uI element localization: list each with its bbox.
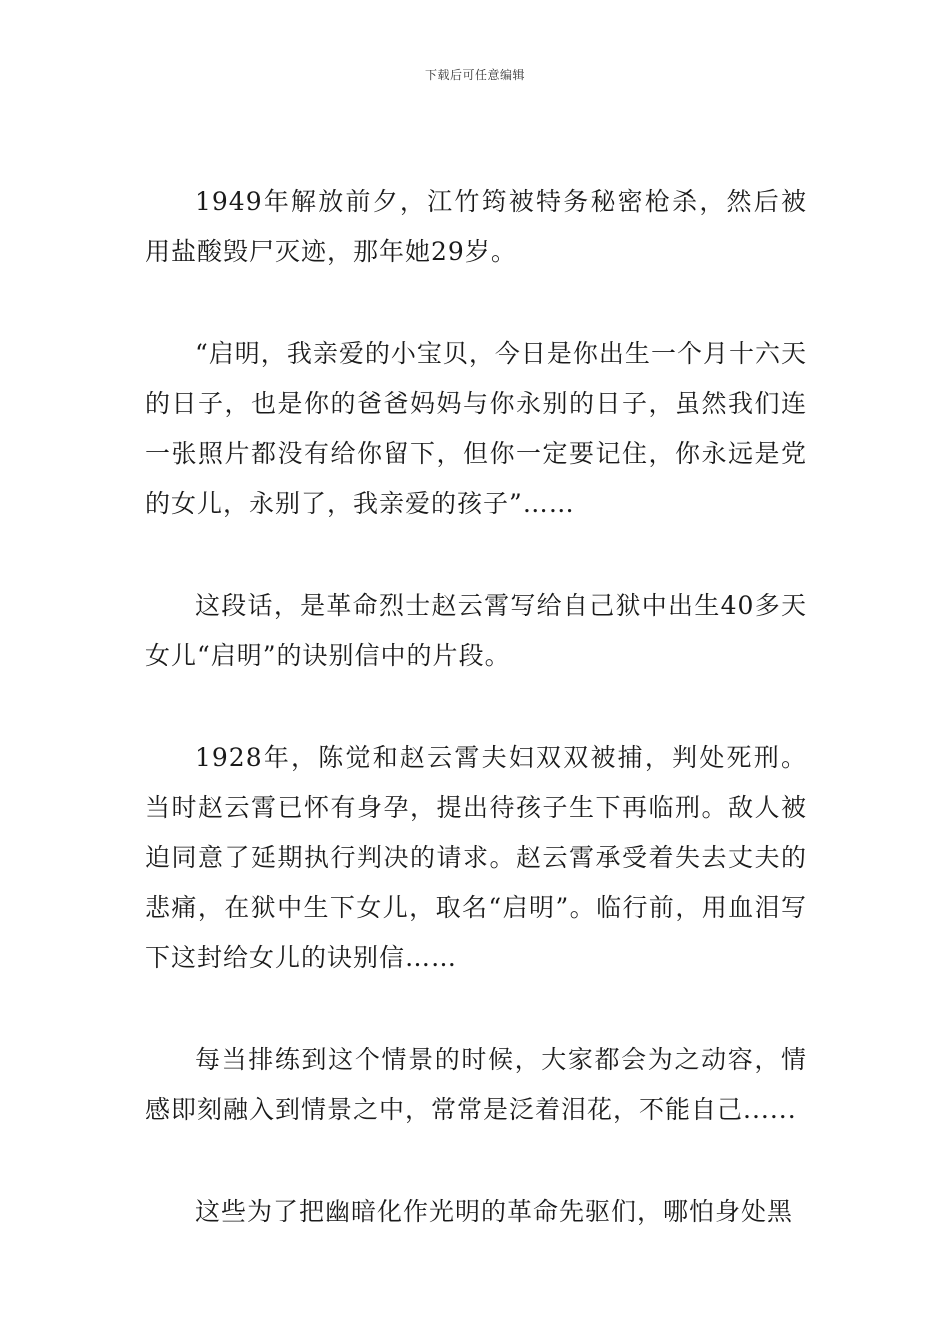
paragraph-rehearsal: 每当排练到这个情景的时候，大家都会为之动容，情感即刻融入到情景之中，常常是泛着泪花，不能自己...... [145,1045,807,1124]
paragraph-jiang-zhujun: 1949年解放前夕，江竹筠被特务秘密枪杀，然后被用盐酸毁尸灭迹，那年她29岁。 [145,187,807,266]
page-header: 下载后可任意编辑 [424,68,525,82]
paragraph-farewell-letter-quote: “启明，我亲爱的小宝贝，今日是你出生一个月十六天的日子，也是你的爸爸妈妈与你永别的日子，虽然我们连一张照片都没有给你留下，但你一定要记住，你永远是党的女儿，永别了，我亲爱的孩子”…… [145,339,807,518]
paragraph-revolutionary-pioneers: 这些为了把幽暗化作光明的革命先驱们，哪怕身处黑 [195,1197,794,1226]
paragraph-zhao-yunxiao-story: 1928年，陈觉和赵云霄夫妇双双被捕，判处死刑。当时赵云霄已怀有身孕，提出待孩子生下再临刑。敌人被迫同意了延期执行判决的请求。赵云霄承受着失去丈夫的悲痛，在狱中生下女儿，取名“启明”。临行前，用血泪写下这封给女儿的诀别信…… [145,743,807,972]
document-body [145,177,807,1289]
paragraph-letter-source: 这段话，是革命烈士赵云霄写给自己狱中出生40多天女儿“启明”的诀别信中的片段。 [145,591,807,670]
